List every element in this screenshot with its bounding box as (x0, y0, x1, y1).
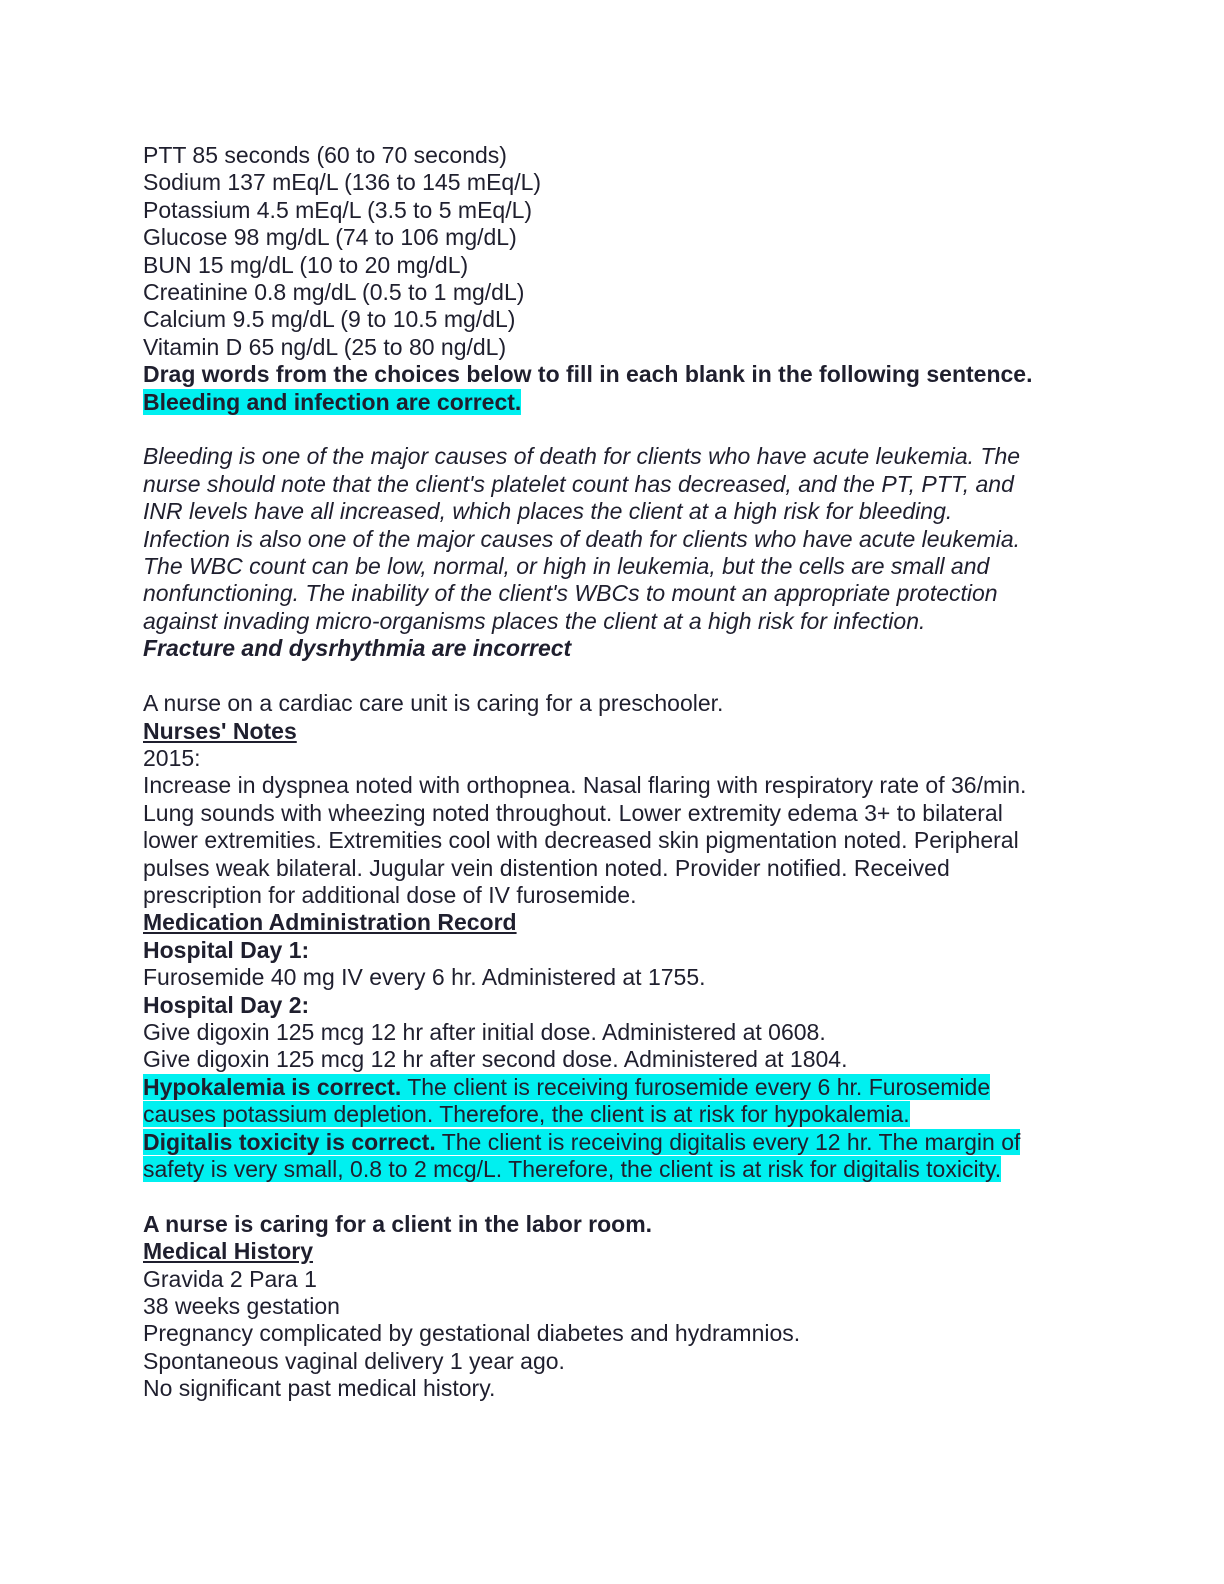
notes-line: pulses weak bilateral. Jugular vein distention noted. Provider notified. Received (143, 854, 950, 881)
answer-text: safety is very small, 0.8 to 2 mcg/L. Therefore, the client is at risk for digitalis toxicity. (143, 1156, 1002, 1182)
rationale-line: Bleeding is one of the major causes of death for clients who have acute leukemia. The (143, 443, 1021, 470)
correct-answer-highlight: Bleeding and infection are correct. (143, 388, 522, 415)
hospital-day-2-label: Hospital Day 2: (143, 991, 310, 1018)
notes-year: 2015: (143, 744, 201, 771)
answer-digitalis-toxicity (143, 1129, 1083, 1184)
answer-label: Digitalis toxicity is correct. (143, 1128, 436, 1155)
lab-line-glucose: Glucose 98 mg/dL (74 to 106 mg/dL) (143, 224, 517, 251)
spacer (143, 663, 1083, 690)
lab-line-potassium: Potassium 4.5 mEq/L (3.5 to 5 mEq/L) (143, 196, 533, 223)
medical-history-list (143, 1266, 1083, 1403)
spacer (143, 1183, 1083, 1210)
lab-line-creatinine: Creatinine 0.8 mg/dL (0.5 to 1 mg/dL) (143, 279, 525, 306)
history-line: Gravida 2 Para 1 (143, 1265, 317, 1292)
incorrect-answer-note: Fracture and dysrhythmia are incorrect (143, 635, 572, 662)
notes-line: Increase in dyspnea noted with orthopnea. Nasal flaring with respiratory rate of 36/min. (143, 772, 1027, 799)
day-2-medication: Give digoxin 125 mcg 12 hr after initial dose. Administered at 0608. (143, 1018, 826, 1045)
history-line: No significant past medical history. (143, 1375, 496, 1402)
notes-line: Lung sounds with wheezing noted throughout. Lower extremity edema 3+ to bilateral (143, 799, 1003, 826)
lab-line-vitamin-d: Vitamin D 65 ng/dL (25 to 80 ng/dL) (143, 333, 507, 360)
rationale-line: INR levels have all increased, which places the client at a high risk for bleeding. (143, 498, 953, 525)
answer-text: The client is receiving furosemide every 6 hr. Furosemide (401, 1073, 991, 1100)
history-line: Spontaneous vaginal delivery 1 year ago. (143, 1347, 565, 1374)
nurses-notes-heading: Nurses' Notes (143, 717, 297, 744)
rationale-line: nurse should note that the client's platelet count has decreased, and the PT, PTT, and (143, 470, 1014, 497)
answer-hypokalemia (143, 1074, 1083, 1129)
answer-label: Hypokalemia is correct. (143, 1073, 402, 1100)
medical-history-heading: Medical History (143, 1238, 313, 1265)
history-line: 38 weeks gestation (143, 1293, 340, 1320)
lab-line-ptt: PTT 85 seconds (60 to 70 seconds) (143, 142, 507, 168)
document-page (143, 142, 1083, 1403)
answer-text: causes potassium depletion. Therefore, the client is at risk for hypokalemia. (143, 1101, 910, 1128)
rationale-line: against invading micro-organisms places the client at a high risk for infection. (143, 607, 926, 634)
nurses-notes-body (143, 772, 1083, 909)
lab-line-calcium: Calcium 9.5 mg/dL (9 to 10.5 mg/dL) (143, 306, 516, 333)
lab-results (143, 142, 1083, 361)
rationale-paragraph (143, 443, 1083, 635)
case-intro: A nurse on a cardiac care unit is caring for a preschooler. (143, 690, 724, 717)
hospital-day-1-label: Hospital Day 1: (143, 936, 310, 963)
history-line: Pregnancy complicated by gestational diabetes and hydramnios. (143, 1320, 801, 1347)
day-2-medication: Give digoxin 125 mcg 12 hr after second dose. Administered at 1804. (143, 1046, 848, 1073)
mar-heading: Medication Administration Record (143, 909, 517, 936)
question-instruction: Drag words from the choices below to fill in each blank in the following sentence. (143, 361, 1033, 388)
rationale-line: The WBC count can be low, normal, or high in leukemia, but the cells are small and (143, 553, 990, 580)
notes-line: prescription for additional dose of IV furosemide. (143, 881, 637, 908)
notes-line: lower extremities. Extremities cool with decreased skin pigmentation noted. Peripheral (143, 827, 1019, 854)
day-1-medication: Furosemide 40 mg IV every 6 hr. Administered at 1755. (143, 964, 706, 991)
spacer (143, 416, 1083, 443)
lab-line-bun: BUN 15 mg/dL (10 to 20 mg/dL) (143, 251, 469, 278)
rationale-line: Infection is also one of the major causes of death for clients who have acute leukemia. (143, 525, 1021, 552)
answer-text: The client is receiving digitalis every 12 hr. The margin of (435, 1128, 1021, 1155)
lab-line-sodium: Sodium 137 mEq/L (136 to 145 mEq/L) (143, 169, 542, 196)
case-intro-labor: A nurse is caring for a client in the labor room. (143, 1210, 653, 1237)
rationale-line: nonfunctioning. The inability of the client's WBCs to mount an appropriate protection (143, 580, 998, 607)
